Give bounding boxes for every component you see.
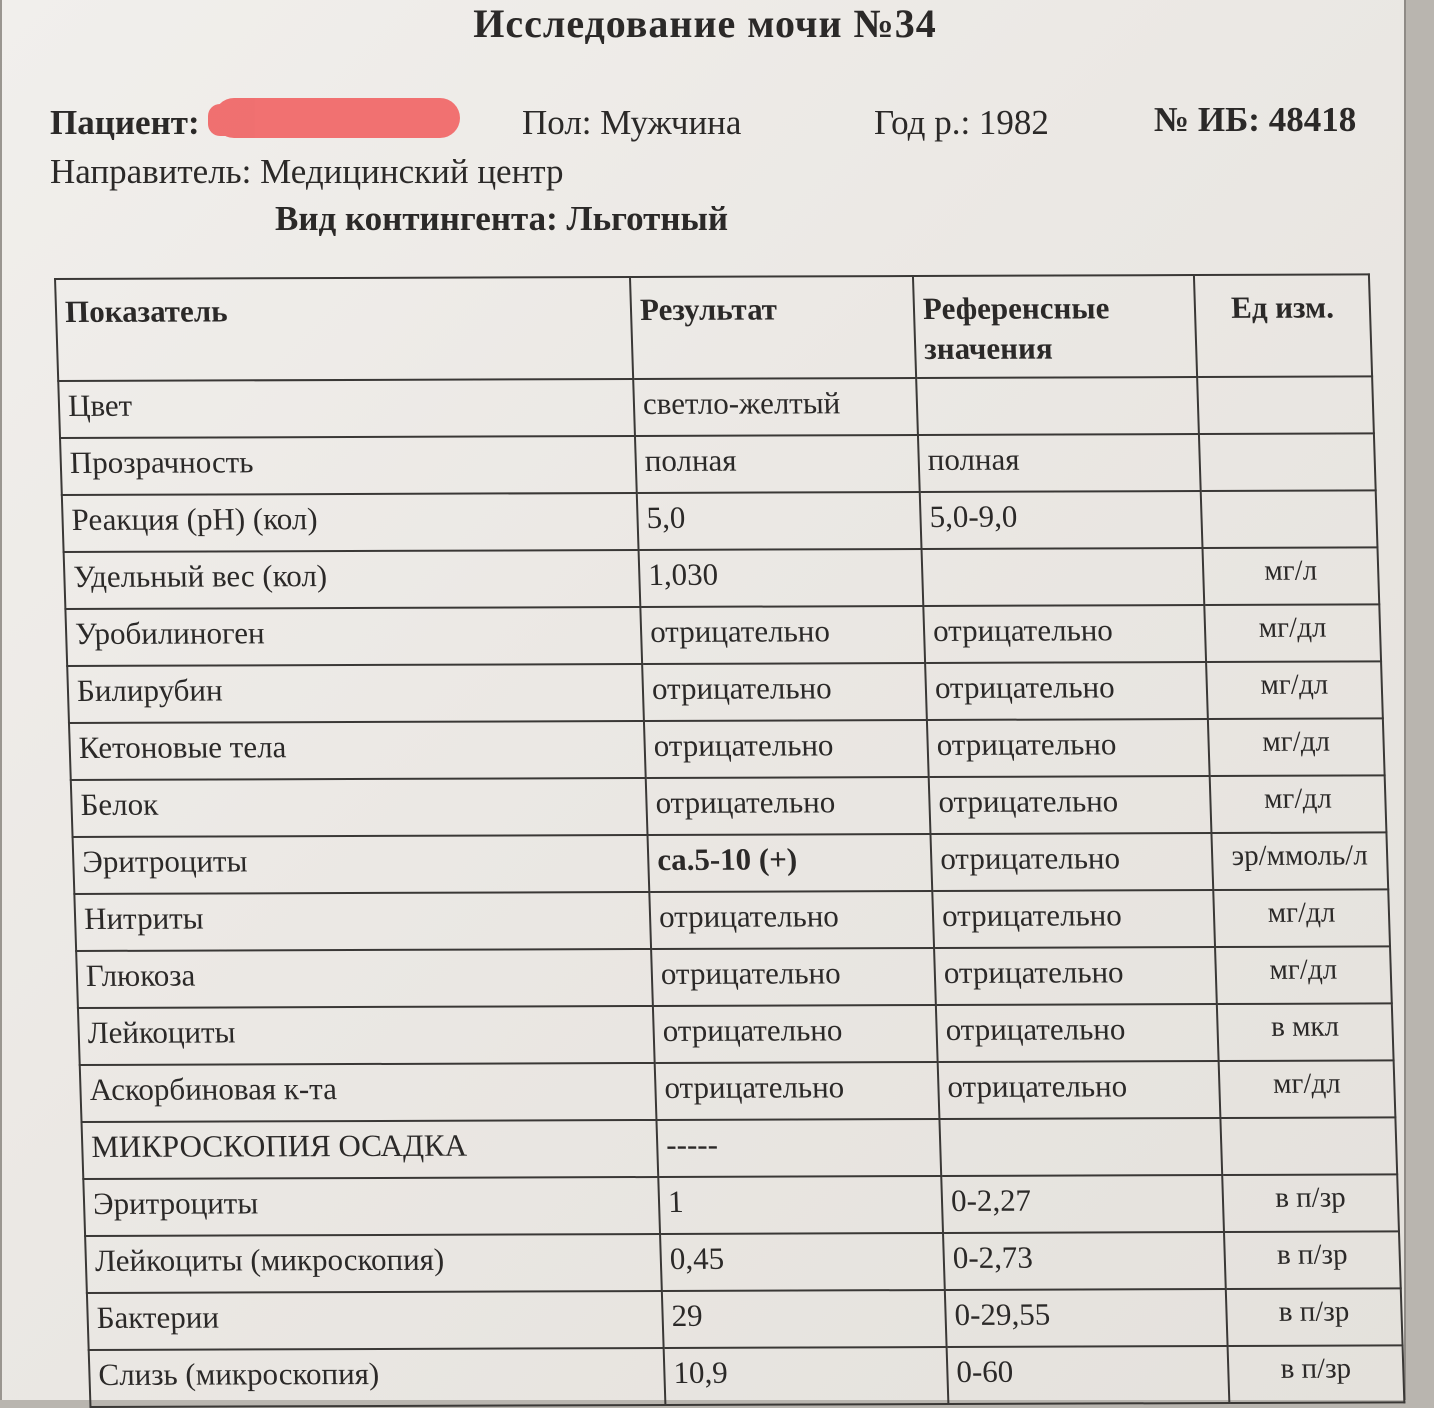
cell-result: ----- — [656, 1119, 941, 1177]
cell-result: отрицательно — [655, 1062, 940, 1120]
cell-indicator: Эритроциты — [73, 835, 650, 894]
patient-label: Пациент: — [50, 103, 200, 142]
cell-indicator: МИКРОСКОПИЯ ОСАДКА — [82, 1120, 659, 1179]
table-row — [87, 1288, 1403, 1350]
table-row — [74, 889, 1390, 951]
table-row — [62, 490, 1378, 552]
table-row — [85, 1231, 1401, 1293]
table-row — [71, 775, 1387, 837]
cell-reference: отрицательно — [925, 662, 1208, 720]
cell-result: отрицательно — [646, 777, 931, 835]
cell-indicator: Билирубин — [67, 664, 644, 723]
cell-unit: мг/дл — [1208, 718, 1385, 776]
cell-result: отрицательно — [649, 891, 934, 949]
cell-unit: в п/зр — [1224, 1231, 1401, 1289]
cell-unit — [1220, 1117, 1397, 1175]
cell-reference: 5,0-9,0 — [920, 491, 1203, 549]
cell-indicator: Уробилиноген — [65, 607, 642, 666]
patient-record-number: № ИБ: 48418 — [1154, 100, 1357, 139]
table-row — [76, 946, 1392, 1008]
header-unit: Ед изм. — [1194, 274, 1372, 377]
cell-indicator: Цвет — [58, 379, 635, 438]
header-result: Результат — [630, 276, 916, 379]
cell-result: отрицательно — [644, 720, 929, 778]
results-table — [54, 273, 1405, 1408]
table-row — [83, 1174, 1399, 1236]
table-row — [73, 832, 1389, 894]
table-row — [64, 547, 1380, 609]
patient-sex: Пол: Мужчина — [522, 103, 742, 142]
cell-reference: полная — [918, 434, 1201, 492]
cell-unit — [1201, 490, 1378, 548]
cell-result: 1,030 — [639, 549, 924, 607]
cell-indicator: Аскорбиновая к-та — [80, 1063, 657, 1122]
table-row — [60, 433, 1376, 495]
cell-unit: в п/зр — [1226, 1288, 1403, 1346]
cell-indicator: Лейкоциты (микроскопия) — [85, 1234, 662, 1293]
cell-result: 29 — [662, 1290, 947, 1348]
cell-unit: мг/л — [1202, 547, 1379, 605]
cell-reference — [916, 377, 1199, 435]
header-indicator: Показатель — [55, 277, 633, 381]
cell-indicator: Прозрачность — [60, 436, 637, 495]
table-row — [69, 718, 1385, 780]
cell-result: 1 — [658, 1176, 943, 1234]
cell-unit: в п/зр — [1228, 1345, 1405, 1403]
cell-unit: эр/ммоль/л — [1211, 832, 1388, 890]
table-header-row — [55, 274, 1372, 381]
table-row — [80, 1060, 1396, 1122]
cell-reference: отрицательно — [927, 719, 1210, 777]
cell-unit — [1197, 376, 1374, 434]
cell-indicator: Белок — [71, 778, 648, 837]
cell-reference: отрицательно — [932, 890, 1215, 948]
contingent: Вид контингента: Льготный — [275, 199, 729, 238]
cell-result: 0,45 — [660, 1233, 945, 1291]
table-row — [78, 1003, 1394, 1065]
cell-unit: мг/дл — [1210, 775, 1387, 833]
cell-unit: мг/дл — [1215, 946, 1392, 1004]
cell-reference: 0-60 — [947, 1346, 1230, 1404]
table-row — [89, 1345, 1405, 1407]
cell-indicator: Нитриты — [74, 892, 651, 951]
cell-reference: 0-2,27 — [941, 1175, 1224, 1233]
cell-reference: отрицательно — [934, 947, 1217, 1005]
cell-indicator: Кетоновые тела — [69, 721, 646, 780]
cell-unit: мг/дл — [1204, 604, 1381, 662]
cell-indicator: Глюкоза — [76, 949, 653, 1008]
cell-indicator: Удельный вес (кол) — [64, 550, 641, 609]
cell-unit: в мкл — [1217, 1003, 1394, 1061]
cell-indicator: Реакция (pH) (кол) — [62, 493, 639, 552]
cell-reference — [939, 1118, 1222, 1176]
page-title: Исследование мочи №34 — [473, 1, 937, 46]
cell-unit — [1199, 433, 1376, 491]
referrer: Направитель: Медицинский центр — [50, 152, 564, 191]
cell-result: ca.5-10 (+) — [648, 834, 933, 892]
cell-unit: в п/зр — [1222, 1174, 1399, 1232]
table-row — [82, 1117, 1398, 1179]
cell-reference: отрицательно — [930, 833, 1213, 891]
cell-indicator: Лейкоциты — [78, 1006, 655, 1065]
table-row — [67, 661, 1383, 723]
cell-result: отрицательно — [653, 1005, 938, 1063]
cell-unit: мг/дл — [1206, 661, 1383, 719]
table-row — [58, 376, 1374, 438]
cell-reference: отрицательно — [923, 605, 1206, 663]
cell-result: отрицательно — [651, 948, 936, 1006]
cell-indicator: Эритроциты — [83, 1177, 660, 1236]
cell-result: светло-желтый — [633, 378, 918, 436]
patient-birth-year: Год р.: 1982 — [874, 103, 1049, 142]
cell-indicator: Бактерии — [87, 1291, 664, 1350]
cell-unit: мг/дл — [1213, 889, 1390, 947]
cell-result: отрицательно — [642, 663, 927, 721]
cell-result: полная — [635, 435, 920, 493]
cell-indicator: Слизь (микроскопия) — [89, 1348, 666, 1407]
cell-reference: 0-2,73 — [943, 1232, 1226, 1290]
cell-reference: отрицательно — [929, 776, 1212, 834]
cell-result: отрицательно — [640, 606, 925, 664]
cell-reference: отрицательно — [938, 1061, 1221, 1119]
table-row — [65, 604, 1381, 666]
cell-unit: мг/дл — [1219, 1060, 1396, 1118]
cell-reference — [922, 548, 1205, 606]
redaction-mark — [214, 98, 460, 138]
cell-reference: 0-29,55 — [945, 1289, 1228, 1347]
cell-result: 5,0 — [637, 492, 922, 550]
cell-reference: отрицательно — [936, 1004, 1219, 1062]
cell-result: 10,9 — [664, 1347, 949, 1405]
header-reference: Референсные значения — [913, 275, 1197, 378]
